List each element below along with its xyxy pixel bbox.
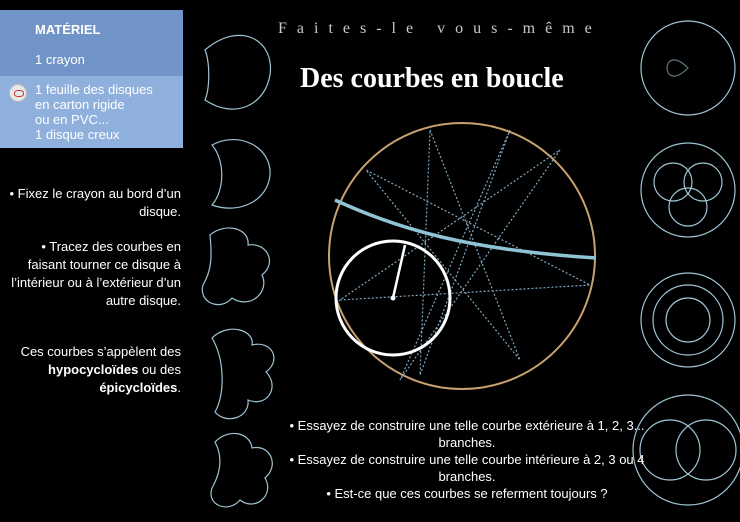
nephroid-curve xyxy=(212,140,270,209)
instruction-step-2: • Tracez des courbes en faisant tourner ce disque à l’intérieur ou à l’extérieur d’un autre disque. xyxy=(11,239,181,308)
question-2: • Essayez de construire une telle courbe intérieure à 2, 3 ou 4 branches. xyxy=(289,452,645,484)
quatrefoil-curve xyxy=(212,329,274,418)
materiel-item-crayon: 1 crayon xyxy=(35,52,85,67)
fivefoil-curve xyxy=(211,433,272,506)
term-epicycloides: épicycloïdes xyxy=(99,380,178,395)
materiel-header-panel xyxy=(0,10,183,76)
instruction-step-3 xyxy=(0,343,181,397)
trace-arc xyxy=(335,200,596,258)
instruction-step-3-text: Ces courbes s’appèlent des xyxy=(20,344,181,359)
materiel-item-disques-link[interactable]: 1 feuille des disques en carton rigide ou en PVC... 1 disque creux xyxy=(35,82,153,142)
hypocycloid-diagram xyxy=(329,123,596,389)
page-kicker: Faites-le vous-même xyxy=(278,20,602,37)
question-1: • Essayez de construire une telle courbe extérieure à 1, 2, 3... branches. xyxy=(289,418,645,450)
epicycle-inner-3b xyxy=(666,298,710,342)
materiel-title: MATÉRIEL xyxy=(35,22,101,37)
pdf-icon[interactable] xyxy=(9,84,27,102)
epicycle-inner-1 xyxy=(667,60,688,76)
epicycle-outer-2 xyxy=(641,143,735,237)
pen-point xyxy=(391,296,396,301)
question-3: • Est-ce que ces courbes se referment toujours ? xyxy=(326,486,608,501)
instruction-step-1: • Fixez le crayon au bord d’un disque. xyxy=(9,186,181,219)
instruction-step-3-end: . xyxy=(177,380,181,395)
term-hypocycloides: hypocycloïdes xyxy=(48,362,139,377)
page-title: Des courbes en boucle xyxy=(300,63,564,94)
epicycle-outer-3 xyxy=(641,273,735,367)
left-curves xyxy=(181,35,274,507)
instruction-step-3-mid: ou des xyxy=(138,362,181,377)
epicycle-inner-4b xyxy=(676,420,736,480)
radius-line xyxy=(393,245,405,298)
trefoil-curve xyxy=(202,228,269,305)
epicycle-inner-3a xyxy=(653,285,723,355)
